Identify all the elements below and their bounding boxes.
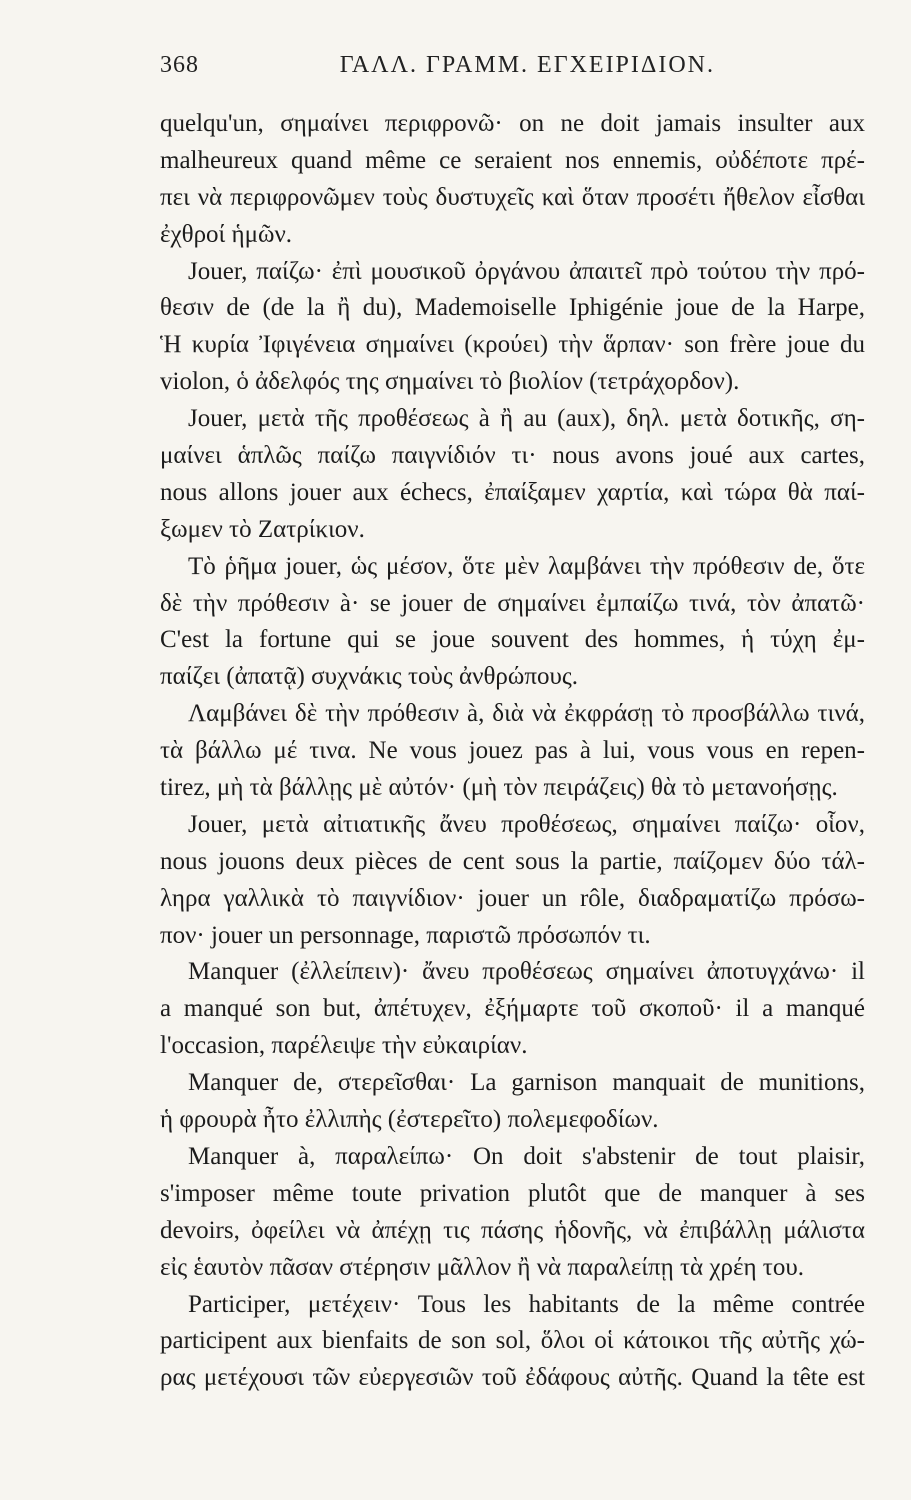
text-line: C'est la fortune qui se joue souvent des hommes, ἡ τύχη ἐμ- xyxy=(160,626,865,654)
text-line: Manquer de, στερεῖσθαι· La garnison manquait de munitions, xyxy=(188,1069,865,1097)
text-line: nous allons jouer aux échecs, ἐπαίξαμεν χαρτία, καὶ τώρα θὰ παί- xyxy=(160,478,865,506)
text-line: violon, ὁ ἀδελφός της σημαίνει τὸ βιολίον (τετράχορδον). xyxy=(160,368,740,396)
text-line: Ἡ κυρία Ἰφιγένεια σημαίνει (κρούει) τὴν ἅρπαν· son frère joue du xyxy=(160,331,865,359)
text-line: devoirs, ὀφείλει νὰ ἀπέχῃ τις πάσης ἡδονῆς, νὰ ἐπιβάλλῃ μάλιστα xyxy=(160,1216,865,1244)
text-line: θεσιν de (de la ἢ du), Mademoiselle Iphigénie joue de la Harpe, xyxy=(160,294,865,322)
body-text xyxy=(160,106,865,1397)
text-line: ἡ φρουρὰ ἦτο ἐλλιπὴς (ἐστερεῖτο) πολεμεφοδίων. xyxy=(160,1106,659,1134)
text-line: s'imposer même toute privation plutôt que de manquer à ses xyxy=(160,1179,865,1207)
text-line: Jouer, μετὰ αἰτιατικῆς ἄνευ προθέσεως, σημαίνει παίζω· οἷον, xyxy=(188,810,865,838)
text-line: πει νὰ περιφρονῶμεν τοὺς δυστυχεῖς καὶ ὅταν προσέτι ἤθελον εἶσθαι xyxy=(160,183,865,211)
running-title: ΓΑΛΛ. ΓΡΑΜΜ. ΕΓΧΕΙΡΙΔΙΟΝ. xyxy=(339,52,715,78)
text-line: τὰ βάλλω μέ τινα. Ne vous jouez pas à lui, vous vous en repen- xyxy=(160,737,865,765)
text-line: παίζει (ἀπατᾷ) συχνάκις τοὺς ἀνθρώπους. xyxy=(160,663,578,691)
text-line: Manquer à, παραλείπω· On doit s'abstenir de tout plaisir, xyxy=(188,1142,865,1170)
page-header xyxy=(160,52,865,92)
text-line: Jouer, παίζω· ἐπὶ μουσικοῦ ὀργάνου ἀπαιτεῖ πρὸ τούτου τὴν πρό- xyxy=(188,257,865,285)
page-number: 368 xyxy=(160,52,199,78)
text-line: Λαμβάνει δὲ τὴν πρόθεσιν à, διὰ νὰ ἐκφράσῃ τὸ προσβάλλω τινά, xyxy=(188,700,865,728)
text-line: malheureux quand même ce seraient nos ennemis, οὐδέποτε πρέ- xyxy=(160,146,865,174)
text-line: Τὸ ῥῆμα jouer, ὡς μέσον, ὅτε μὲν λαμβάνει τὴν πρόθεσιν de, ὅτε xyxy=(188,552,865,580)
text-line: nous jouons deux pièces de cent sous la partie, παίζομεν δύο τάλ- xyxy=(160,847,865,875)
text-line: a manqué son but, ἀπέτυχεν, ἐξήμαρτε τοῦ σκοποῦ· il a manqué xyxy=(160,995,865,1023)
text-line: Jouer, μετὰ τῆς προθέσεως à ἢ au (aux), δηλ. μετὰ δοτικῆς, ση- xyxy=(188,405,865,433)
text-line: Participer, μετέχειν· Tous les habitants de la même contrée xyxy=(188,1290,865,1318)
text-line: participent aux bienfaits de son sol, ὅλοι οἱ κάτοικοι τῆς αὐτῆς χώ- xyxy=(160,1327,865,1355)
text-line: tirez, μὴ τὰ βάλλῃς μὲ αὐτόν· (μὴ τὸν πειράζεις) θὰ τὸ μετανοήσῃς. xyxy=(160,774,838,802)
text-line: εἰς ἑαυτὸν πᾶσαν στέρησιν μᾶλλον ἢ νὰ παραλείπῃ τὰ χρέη του. xyxy=(160,1253,804,1281)
text-line: ἐχθροί ἡμῶν. xyxy=(160,220,293,248)
text-line: ρας μετέχουσι τῶν εὐεργεσιῶν τοῦ ἐδάφους αὐτῆς. Quand la tête est xyxy=(160,1364,865,1392)
text-line: ξωμεν τὸ Ζατρίκιον. xyxy=(160,515,365,543)
text-line: quelqu'un, σημαίνει περιφρονῶ· on ne doit jamais insulter aux xyxy=(160,110,865,137)
text-line: Manquer (ἐλλείπειν)· ἄνευ προθέσεως σημαίνει ἀποτυγχάνω· il xyxy=(188,958,865,986)
text-line: μαίνει ἁπλῶς παίζω παιγνίδιόν τι· nous avons joué aux cartes, xyxy=(160,442,865,470)
text-line: l'occasion, παρέλειψε τὴν εὐκαιρίαν. xyxy=(160,1032,528,1060)
text-line: πον· jouer un personnage, παριστῶ πρόσωπόν τι. xyxy=(160,921,651,949)
text-line: δὲ τὴν πρόθεσιν à· se jouer de σημαίνει ἐμπαίζω τινά, τὸν ἀπατῶ· xyxy=(160,589,865,617)
text-line: ληρα γαλλικὰ τὸ παιγνίδιον· jouer un rôle, διαδραματίζω πρόσω- xyxy=(160,884,865,912)
